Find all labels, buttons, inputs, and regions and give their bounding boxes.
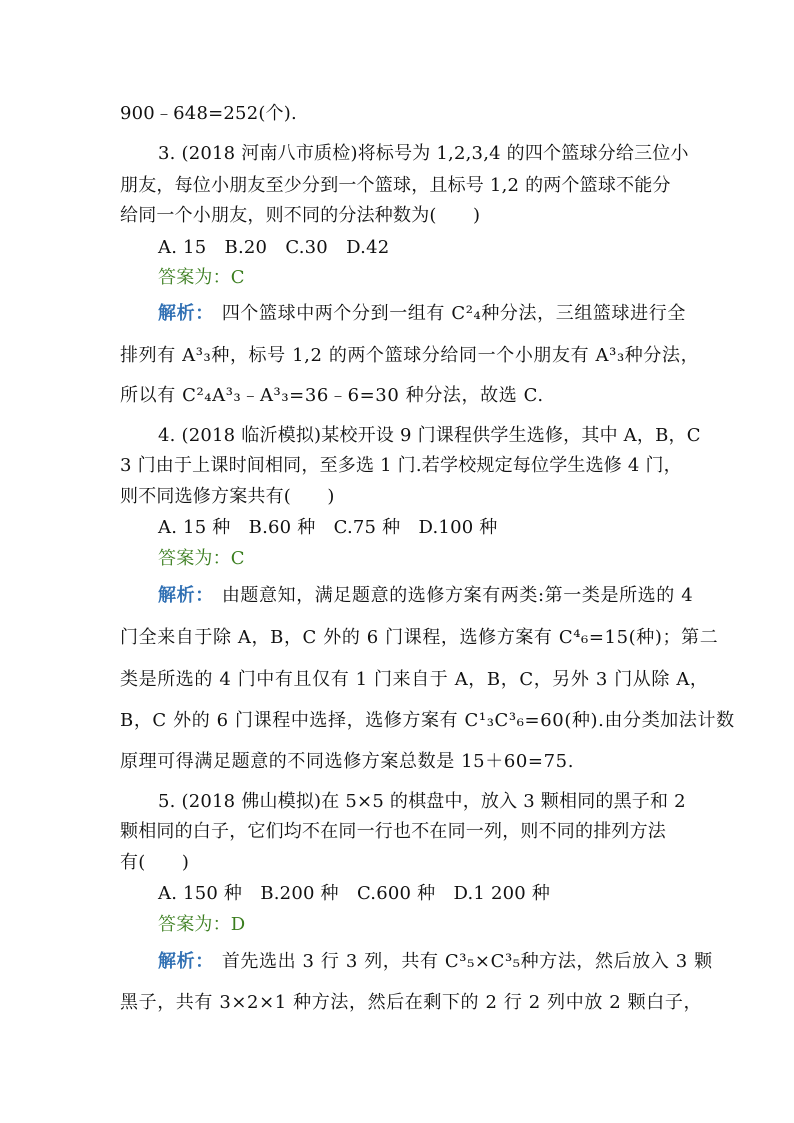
question-3: 3. (2018 河南八市质检)将标号为 1,2,3,4 的四个篮球分给三位小 <box>158 143 689 164</box>
text-line: 排列有 A³₃种，标号 1,2 的两个篮球分给同一个小朋友有 A³₃种分法， <box>120 345 700 366</box>
text-line: 颗相同的白子，它们均不在同一行也不在同一列，则不同的排列方法 <box>120 821 666 842</box>
options-line: A. 15 种 B.60 种 C.75 种 D.100 种 <box>158 517 498 538</box>
options-line: A. 150 种 B.200 种 C.600 种 D.1 200 种 <box>158 883 551 904</box>
text-line: 原理可得满足题意的不同选修方案总数是 15＋60=75. <box>120 751 575 772</box>
text-line: 有( ) <box>120 852 190 873</box>
text-line: B，C 外的 6 门课程中选择，选修方案有 C¹₃C³₆=60(种).由分类加法计数 <box>120 710 735 731</box>
text-line: 黑子，共有 3×2×1 种方法，然后在剩下的 2 行 2 列中放 2 颗白子， <box>120 992 703 1013</box>
text-line: 则不同选修方案共有( ) <box>120 486 335 507</box>
solution-label: 解析： <box>158 303 214 324</box>
question-5: 5. (2018 佛山模拟)在 5×5 的棋盘中，放入 3 颗相同的黑子和 2 <box>158 791 686 812</box>
solution-line <box>158 950 713 974</box>
text-line: 给同一个小朋友，则不同的分法种数为( ) <box>120 205 481 226</box>
solution-line <box>158 302 686 326</box>
solution-line <box>158 584 694 608</box>
text-line: 门全来自于除 A，B，C 外的 6 门课程，选修方案有 C⁴₆=15(种)；第二 <box>120 627 719 648</box>
options-line: A. 15 B.20 C.30 D.42 <box>158 237 390 258</box>
solution-label: 解析： <box>158 951 214 972</box>
question-4: 4. (2018 临沂模拟)某校开设 9 门课程供学生选修，其中 A，B，C <box>158 425 701 446</box>
answer-line: 答案为：C <box>158 267 245 288</box>
text-line: 类是所选的 4 门中有且仅有 1 门来自于 A，B，C，另外 3 门从除 A， <box>120 669 709 690</box>
text-line: 所以有 C²₄A³₃﹣A³₃=36﹣6=30 种分法，故选 C. <box>120 385 544 406</box>
answer-line: 答案为：C <box>158 548 245 569</box>
text-line: 900﹣648=252(个). <box>120 103 297 124</box>
solution-label: 解析： <box>158 585 214 606</box>
solution-text: 四个篮球中两个分到一组有 C²₄种分法，三组篮球进行全 <box>221 303 686 324</box>
text-line: 3 门由于上课时间相同，至多选 1 门.若学校规定每位学生选修 4 门， <box>120 455 682 476</box>
answer-line: 答案为：D <box>158 914 246 935</box>
solution-text: 由题意知，满足题意的选修方案有两类:第一类是所选的 4 <box>221 585 694 606</box>
text-line: 朋友，每位小朋友至少分到一个篮球，且标号 1,2 的两个篮球不能分 <box>120 175 671 196</box>
solution-text: 首先选出 3 行 3 列，共有 C³₅×C³₅种方法，然后放入 3 颗 <box>221 951 713 972</box>
